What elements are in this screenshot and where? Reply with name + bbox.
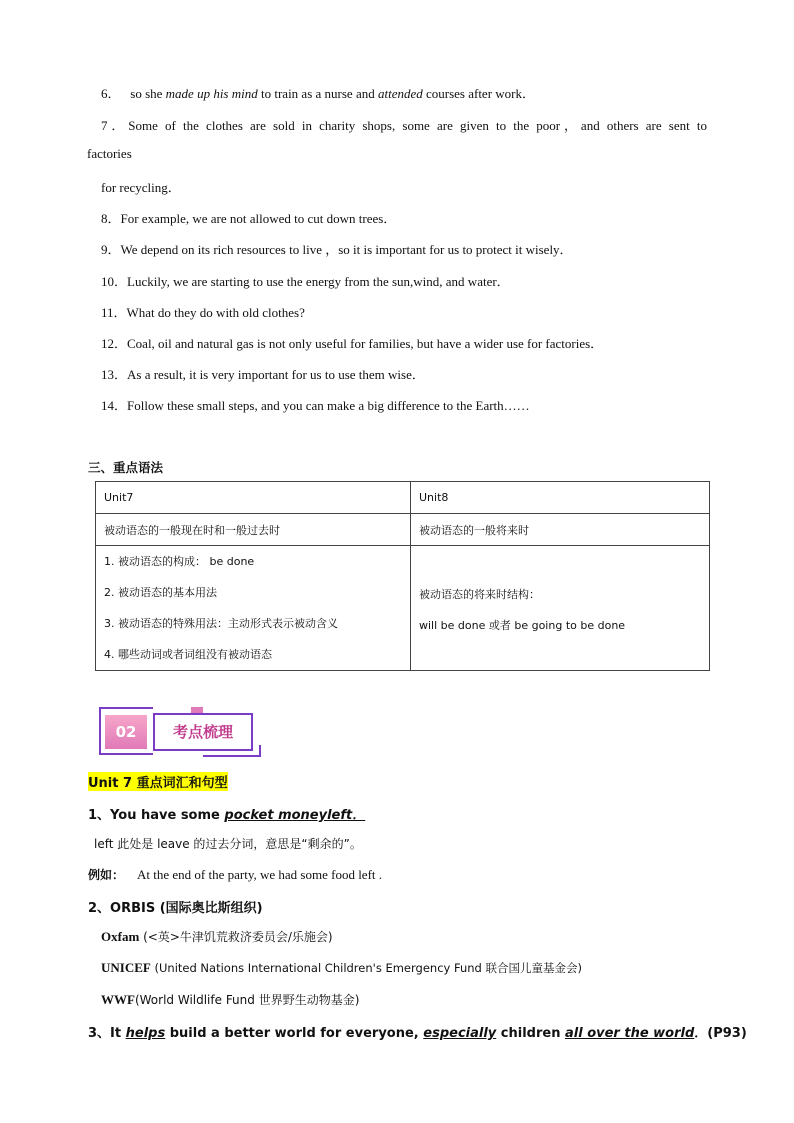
sentence-13: 13．As a result, it is very important for us to use them wise． [101,367,425,382]
list-item: 被动语态的将来时结构： [419,588,540,601]
sentence-9: 9．We depend on its rich resources to live ，so it is important for us to protect it wisely． [101,242,573,257]
sentence-14: 14．Follow these small steps, and you can make a big difference to the Earth…… [101,398,530,413]
badge-accent [191,707,203,713]
badge-number: 02 [105,715,147,749]
sentence-8: 8．For example, we are not allowed to cut down trees． [101,211,397,226]
item-2-oxfam: Oxfam (<英>牛津饥荒救济委员会/乐施会) [101,929,333,944]
table-row [96,546,710,671]
item-2-wwf: WWF(World Wildlife Fund 世界野生动物基金) [101,992,360,1007]
unit7-sub-cell: 被动语态的一般现在时和一般过去时 [96,514,411,546]
table-row [96,514,710,546]
table-row [96,482,710,514]
sentence-10: 10．Luckily, we are starting to use the energy from the sun,wind, and water． [101,274,510,289]
item-2-unicef: UNICEF (United Nations International Children's Emergency Fund 联合国儿童基金会) [101,960,582,975]
sentence-7-line3: for recycling． [101,180,181,195]
unit8-title-cell: Unit8 [411,482,710,514]
unit7-heading: Unit 7 重点词汇和句型 [88,772,228,791]
sentence-7-line2: factories [87,146,132,161]
list-item: will be done 或者 be going to be done [419,619,626,632]
unit7-items-cell [96,546,411,671]
item-3-title: 3、It helps build a better world for everyone, especially children all over the world．(P93) [88,1026,747,1041]
list-item: 4. 哪些动词或者词组没有被动语态 [104,648,272,661]
sentence-11: 11．What do they do with old clothes? [101,305,305,320]
list-item: 1. 被动语态的构成： be done [104,555,255,568]
sentence-12: 12．Coal, oil and natural gas is not only useful for families, but have a wider use for factories． [101,336,604,351]
item-2-title: 2、ORBIS (国际奥比斯组织) [88,901,263,916]
unit8-items-cell [411,546,710,671]
sentence-6: 6． so she made up his mind to train as a nurse and attended courses after work． [101,86,535,101]
unit7-title-cell: Unit7 [96,482,411,514]
item-1-example: 例如： At the end of the party, we had some food left . [88,867,383,882]
badge-corner [203,745,261,757]
grammar-heading: 三、重点语法 [88,460,164,475]
grammar-table [95,481,710,671]
item-1-note: left 此处是 leave 的过去分词，意思是“剩余的”。 [94,837,362,851]
sentence-7-line1: 7．Some of the clothes are sold in charity shops, some are given to the poor，and others are sent to [101,118,707,133]
list-item: 2. 被动语态的基本用法 [104,586,217,599]
badge-label: 考点梳理 [153,713,253,751]
unit8-sub-cell: 被动语态的一般将来时 [411,514,710,546]
item-1-title: 1、You have some pocket moneyleft． [88,808,366,823]
section-badge [99,707,261,757]
list-item: 3. 被动语态的特殊用法：主动形式表示被动含义 [104,617,338,630]
